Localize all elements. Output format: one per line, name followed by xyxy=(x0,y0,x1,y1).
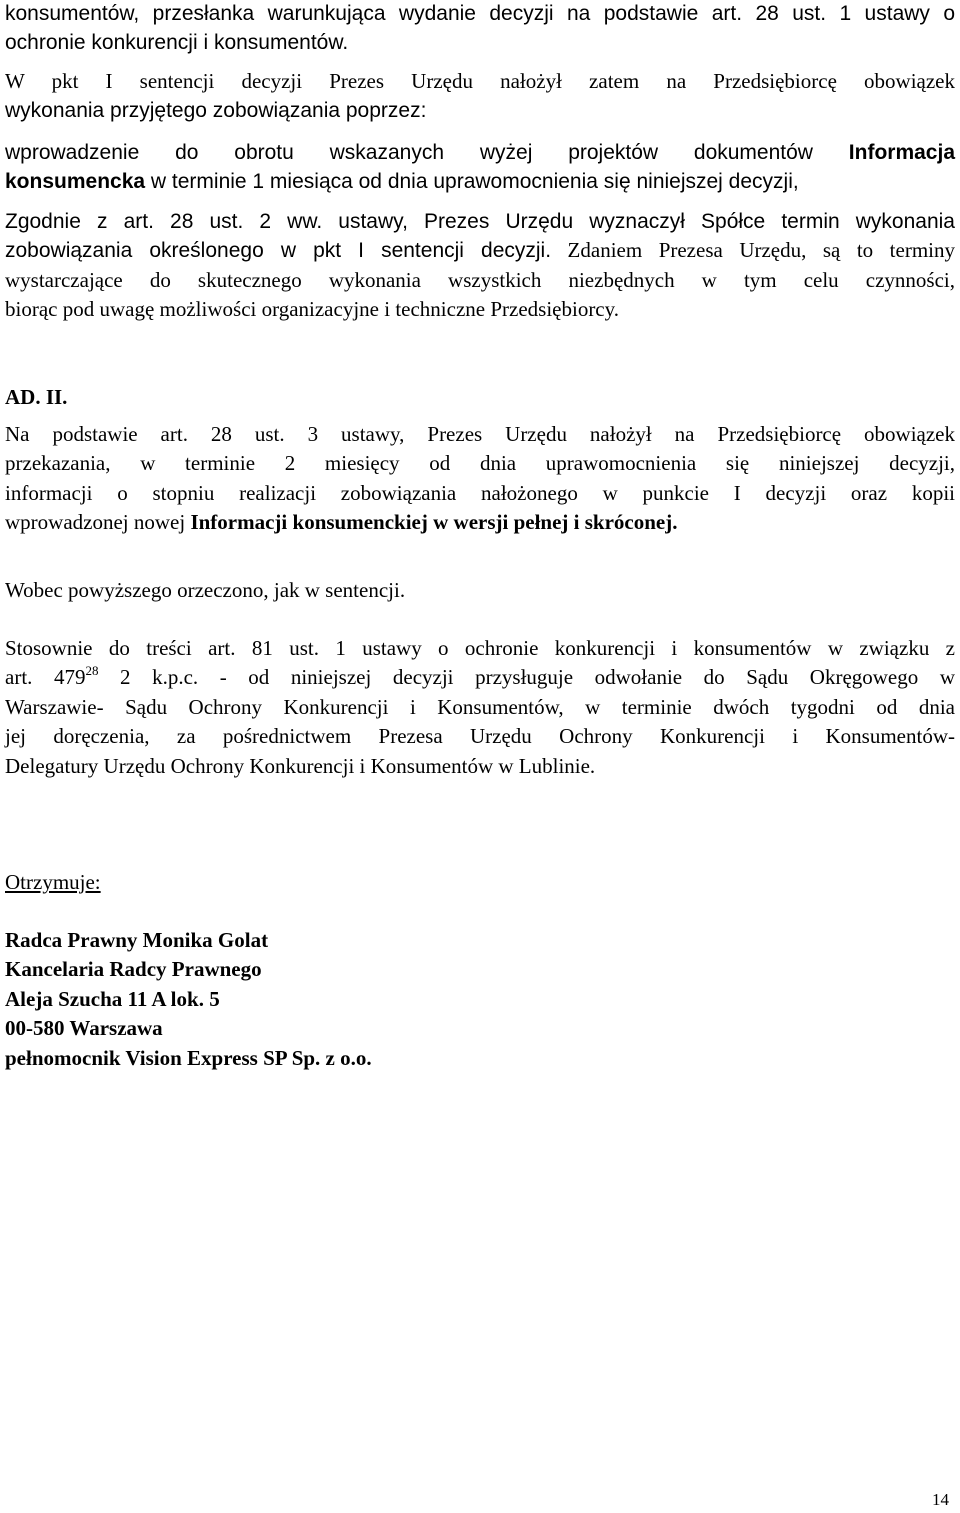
recipients-list xyxy=(5,926,955,1073)
point-i-paragraph xyxy=(5,67,955,126)
obligation-bold-1: Informacja xyxy=(848,141,955,164)
appeal-superscript: 28 xyxy=(85,663,99,679)
appeal-line-5: Delegatury Urzędu Ochrony Konkurencji i Konsumentów w Lublinie. xyxy=(5,753,596,778)
continuation-line-2: ochronie konkurencji i konsumentów. xyxy=(5,31,349,55)
point-i-line-1: W pkt I sentencji decyzji Prezes Urzędu nałożył zatem na Przedsiębiorcę obowiązek xyxy=(5,69,955,93)
appeal-paragraph xyxy=(5,634,955,781)
ad2-bold-text: Informacji konsumenckiej w wersji pełnej i skróconej. xyxy=(190,510,678,535)
recipient-line: Kancelaria Radcy Prawnego xyxy=(5,957,262,982)
recipients-heading: Otrzymuje: xyxy=(5,870,101,894)
deadline-paragraph xyxy=(5,207,955,325)
ad2-line-3: informacji o stopniu realizacji zobowiązania nałożonego w punkcie I decyzji oraz kopii xyxy=(5,480,955,505)
ad2-line-4: wprowadzonej nowej Informacji konsumenckiej w wersji pełnej i skróconej. xyxy=(5,510,678,535)
section-ad2-heading: AD. II. xyxy=(5,385,68,409)
appeal-line-4: jej doręczenia, za pośrednictwem Prezesa Urzędu Ochrony Konkurencji i Konsumentów- xyxy=(5,724,955,749)
obligation-paragraph xyxy=(5,138,955,197)
appeal-line-3: Warszawie- Sądu Ochrony Konkurencji i Konsumentów, w terminie dwóch tygodni od dnia xyxy=(5,694,955,719)
appeal-line-1: Stosownie do treści art. 81 ust. 1 ustawy o ochronie konkurencji i konsumentów w związku z xyxy=(5,636,955,660)
page-number: 14 xyxy=(932,1490,949,1509)
continuation-paragraph xyxy=(5,0,955,58)
recipient-line: pełnomocnik Vision Express SP Sp. z o.o. xyxy=(5,1045,372,1070)
deadline-line-2: zobowiązania określonego w pkt I sentencji decyzji. Zdaniem Prezesa Urzędu, są to terminy xyxy=(5,238,955,263)
recipient-line: Aleja Szucha 11 A lok. 5 xyxy=(5,986,220,1011)
continuation-line-1: konsumentów, przesłanka warunkująca wydanie decyzji na podstawie art. 28 ust. 1 ustawy o xyxy=(5,2,955,25)
section-ad2-paragraph xyxy=(5,420,955,538)
recipient-line: 00-580 Warszawa xyxy=(5,1016,163,1041)
ad2-line-2: przekazania, w terminie 2 miesięcy od dnia uprawomocnienia się niniejszej decyzji, xyxy=(5,451,955,476)
deadline-line-1: Zgodnie z art. 28 ust. 2 ww. ustawy, Prezes Urzędu wyznaczył Spółce termin wykonania xyxy=(5,210,955,233)
recipient-line: Radca Prawny Monika Golat xyxy=(5,928,269,952)
point-i-line-2: wykonania przyjętego zobowiązania poprzez: xyxy=(5,99,427,123)
obligation-line-2: konsumencka w terminie 1 miesiąca od dnia uprawomocnienia się niniejszej decyzji, xyxy=(5,170,799,194)
obligation-bold-2: konsumencka xyxy=(5,170,146,194)
obligation-line-1: wprowadzenie do obrotu wskazanych wyżej projektów dokumentów Informacja xyxy=(5,141,955,164)
ad2-line-1: Na podstawie art. 28 ust. 3 ustawy, Prezes Urzędu nałożył na Przedsiębiorcę obowiązek xyxy=(5,422,955,446)
deadline-line-3: wystarczające do skutecznego wykonania wszystkich niezbędnych w tym celu czynności, xyxy=(5,267,955,292)
ruling-paragraph: Wobec powyższego orzeczono, jak w sentencji. xyxy=(5,578,406,602)
appeal-line-2: art. $479^{28}$ 2 k.p.c. - od niniejszej decyzji przysługuje odwołanie do Sądu Okręgowego w xyxy=(5,663,955,690)
deadline-line-4: biorąc pod uwagę możliwości organizacyjne i techniczne Przedsiębiorcy. xyxy=(5,297,620,322)
